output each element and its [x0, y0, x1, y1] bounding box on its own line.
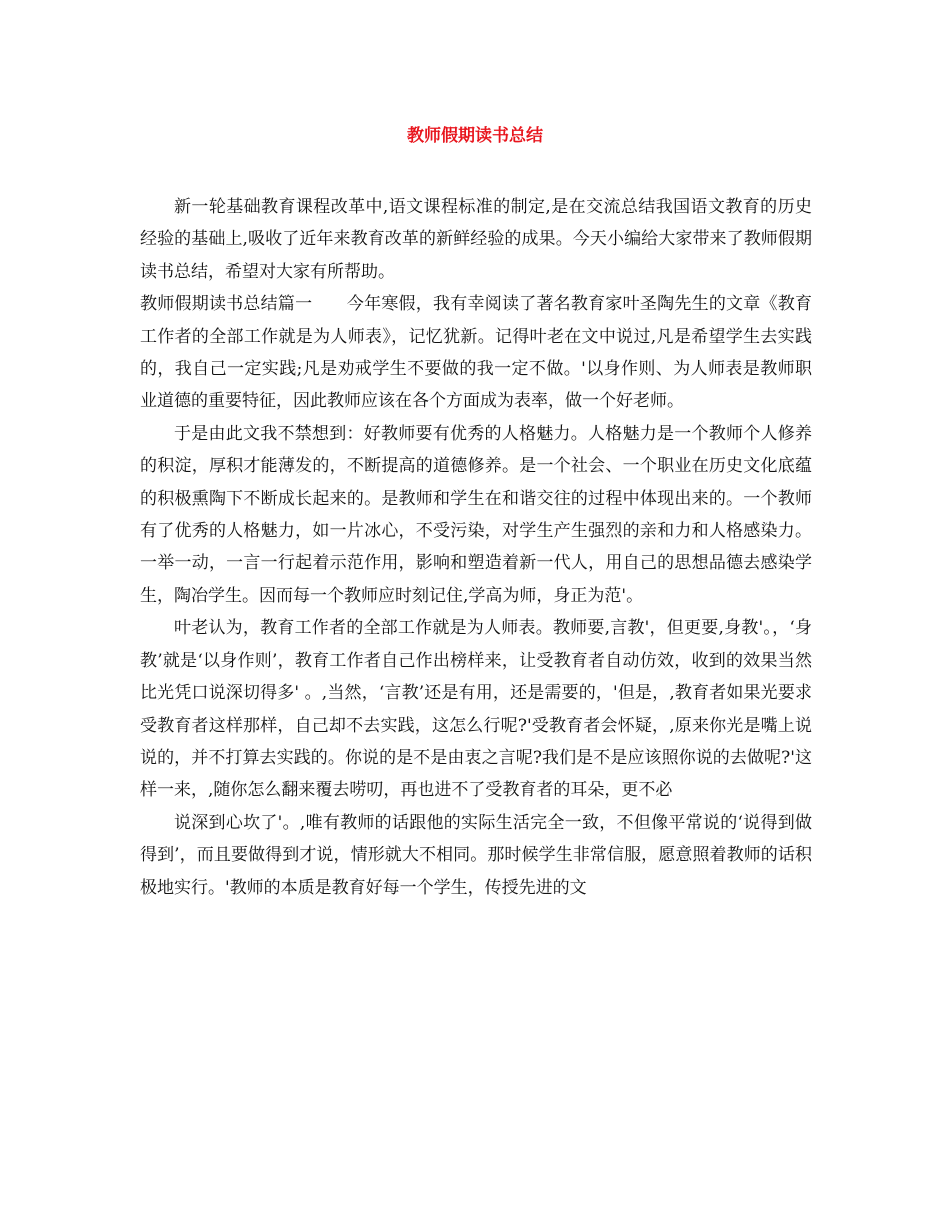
document-body — [140, 191, 812, 904]
paragraph-teaching-by-example: 叶老认为，教育工作者的全部工作就是为人师表。教师要,言教'，但更要,身教'。，‘身教’就是‘以身作则’，教育工作者自己作出榜样来，让受教育者自动仿效，收到的效果当然比光凭口说深切得多' 。,当然，‘言教’还是有用，还是需要的，'但是，,教育者如果光要求受教育者这样那样，自己却不去实践，这怎么行呢?'受教育者会怀疑，,原来你光是嘴上说说的，并不打算去实践的。你说的是不是由衷之言呢?我们是不是应该照你说的去做呢?'这样一来，,随你怎么翻来覆去唠叨，再也进不了受教育者的耳朵，更不必 — [140, 618, 812, 801]
paragraph-consistency: 说深到心坎了'。,唯有教师的话跟他的实际生活完全一致，不但像平常说的‘说得到做得到’，而且要做得到才说，情形就大不相同。那时候学生非常信服，愿意照着教师的话积极地实行。'教师的本质是教育好每一个学生，传授先进的文 — [140, 812, 812, 898]
paragraph-intro: 新一轮基础教育课程改革中,语文课程标准的制定,是在交流总结我国语文教育的历史经验的基础上,吸收了近年来教育改革的新鲜经验的成果。今天小编给大家带来了教师假期读书总结，希望对大家有所帮助。 — [140, 197, 812, 282]
paragraph-personality: 于是由此文我不禁想到：好教师要有优秀的人格魅力。人格魅力是一个教师个人修养的积淀，厚积才能薄发的，不断提高的道德修养。是一个社会、一个职业在历史文化底蕴的积极熏陶下不断成长起来的。是教师和学生在和谐交往的过程中体现出来的。一个教师有了优秀的人格魅力，如一片冰心，不受污染，对学生产生强烈的亲和力和人格感染力。一举一动，一言一行起着示范作用，影响和塑造着新一代人，用自己的思想品德去感染学生，陶冶学生。因而每一个教师应时刻记住,学高为师，身正为范'。 — [140, 423, 812, 606]
document-title: 教师假期读书总结 — [407, 126, 543, 146]
paragraph-part-one: 教师假期读书总结篇一 今年寒假，我有幸阅读了著名教育家叶圣陶先生的文章《教育工作者的全部工作就是为人师表》，记忆犹新。记得叶老在文中说过,凡是希望学生去实践的，我自己一定实践;凡是劝戒学生不要做的我一定不做。'以身作则、为人师表是教师职业道德的重要特征，因此教师应该在各个方面成为表率，做一个好老师。 — [140, 294, 812, 412]
